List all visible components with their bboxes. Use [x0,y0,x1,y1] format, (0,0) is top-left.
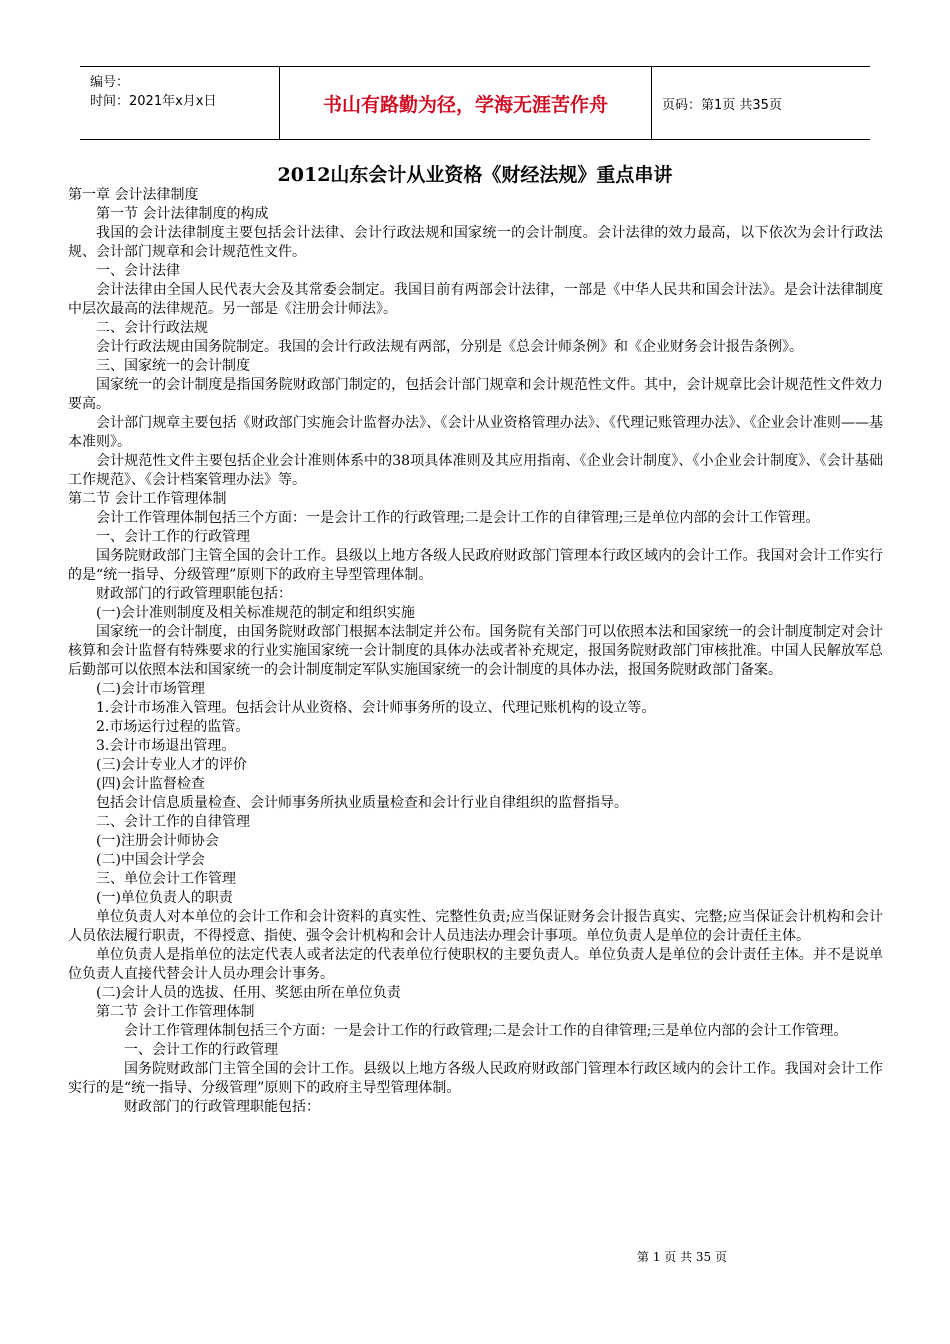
page-footer: 第 1 页 共 35 页 [637,1250,727,1264]
paragraph: 财政部门的行政管理职能包括： [124,1099,320,1115]
subheading: (二)会计人员的选拔、任用、奖惩由所在单位负责 [96,985,401,1001]
section-heading: 第二节 会计工作管理体制 [96,1004,255,1020]
document-number-label: 编号： [90,75,130,90]
paragraph: 财政部门的行政管理职能包括： [96,586,292,602]
paragraph: 国务院财政部门主管全国的会计工作。县级以上地方各级人民政府财政部门管理本行政区域内的会计工作。我国对会计工作实行的是“统一指导、分级管理”原则下的政府主导型管理体制。 [68,1061,883,1096]
paragraph: 单位负责人对本单位的会计工作和会计资料的真实性、完整性负责;应当保证财务会计报告真实、完整;应当保证会计机构和会计人员依法履行职责，不得授意、指使、强令会计机构和会计人员违法办理会计事项。单位负责人是单位的会计责任主体。 [68,909,883,944]
paragraph: 会计工作管理体制包括三个方面：一是会计工作的行政管理;二是会计工作的自律管理;三是单位内部的会计工作管理。 [96,510,820,526]
paragraph: 会计工作管理体制包括三个方面：一是会计工作的行政管理;二是会计工作的自律管理;三是单位内部的会计工作管理。 [124,1023,848,1039]
subheading: 一、会计工作的行政管理 [96,529,250,545]
subheading: (三)会计专业人才的评价 [96,757,247,773]
paragraph: 单位负责人是指单位的法定代表人或者法定的代表单位行使职权的主要负责人。单位负责人是单位的会计责任主体。并不是说单位负责人直接代替会计人员办理会计事务。 [68,947,883,982]
list-item: 2.市场运行过程的监管。 [96,719,250,735]
subheading: (二)会计市场管理 [96,681,205,697]
paragraph: 国家统一的会计制度是指国务院财政部门制定的，包括会计部门规章和会计规范性文件。其中，会计规章比会计规范性文件效力要高。 [68,377,883,412]
subheading: (四)会计监督检查 [96,776,205,792]
subheading: 三、国家统一的会计制度 [96,358,250,374]
subheading: 二、会计行政法规 [96,320,208,336]
document-title: 2012山东会计从业资格《财经法规》重点串讲 [277,164,673,186]
subheading: 一、会计法律 [96,263,180,279]
paragraph: 包括会计信息质量检查、会计师事务所执业质量检查和会计行业自律组织的监督指导。 [96,795,628,811]
list-item: 1.会计市场准入管理。包括会计从业资格、会计师事务所的设立、代理记账机构的设立等。 [96,700,656,716]
header-meta [80,67,280,139]
header-motto: 书山有路勤为径，学海无涯苦作舟 [280,67,652,139]
subheading: (一)单位负责人的职责 [96,890,233,906]
paragraph: 会计规范性文件主要包括企业会计准则体系中的38项具体准则及其应用指南、《企业会计制度》、《小企业会计制度》、《会计基础工作规范》、《会计档案管理办法》等。 [68,453,883,488]
section-heading: 第二节 会计工作管理体制 [68,491,227,507]
paragraph: 会计法律由全国人民代表大会及其常委会制定。我国目前有两部会计法律，一部是《中华人民共和国会计法》。是会计法律制度中层次最高的法律规范。另一部是《注册会计师法》。 [68,282,883,317]
header-page-info: 页码：第1页 共35页 [662,97,782,113]
subheading: 一、会计工作的行政管理 [124,1042,278,1058]
paragraph: 国务院财政部门主管全国的会计工作。县级以上地方各级人民政府财政部门管理本行政区域内的会计工作。我国对会计工作实行的是“统一指导、分级管理”原则下的政府主导型管理体制。 [68,548,883,583]
paragraph: 会计行政法规由国务院制定。我国的会计行政法规有两部，分别是《总会计师条例》和《企业财务会计报告条例》。 [96,339,803,355]
subheading: (二)中国会计学会 [96,852,205,868]
document-time-label: 时间：2021年x月x日 [90,94,217,109]
subheading: 三、单位会计工作管理 [96,871,236,887]
page-header [80,66,870,140]
subheading: 二、会计工作的自律管理 [96,814,250,830]
paragraph: 我国的会计法律制度主要包括会计法律、会计行政法规和国家统一的会计制度。会计法律的效力最高，以下依次为会计行政法规、会计部门规章和会计规范性文件。 [68,225,883,260]
paragraph: 国家统一的会计制度，由国务院财政部门根据本法制定并公布。国务院有关部门可以依照本法和国家统一的会计制度制定对会计核算和会计监督有特殊要求的行业实施国家统一会计制度的具体办法或者补充规定，报国务院财政部门审核批准。中国人民解放军总后勤部可以依照本法和国家统一的会计制度制定军队实施国家统一的会计制度的具体办法，报国务院财政部门备案。 [68,624,883,678]
subheading: (一)注册会计师协会 [96,833,219,849]
section-heading: 第一节 会计法律制度的构成 [96,206,269,222]
document-body [68,186,883,1117]
list-item: 3.会计市场退出管理。 [96,738,236,754]
chapter-heading: 第一章 会计法律制度 [68,187,199,203]
paragraph: 会计部门规章主要包括《财政部门实施会计监督办法》、《会计从业资格管理办法》、《代理记账管理办法》、《企业会计准则——基本准则》。 [68,415,883,450]
subheading: (一)会计准则制度及相关标准规范的制定和组织实施 [96,605,415,621]
